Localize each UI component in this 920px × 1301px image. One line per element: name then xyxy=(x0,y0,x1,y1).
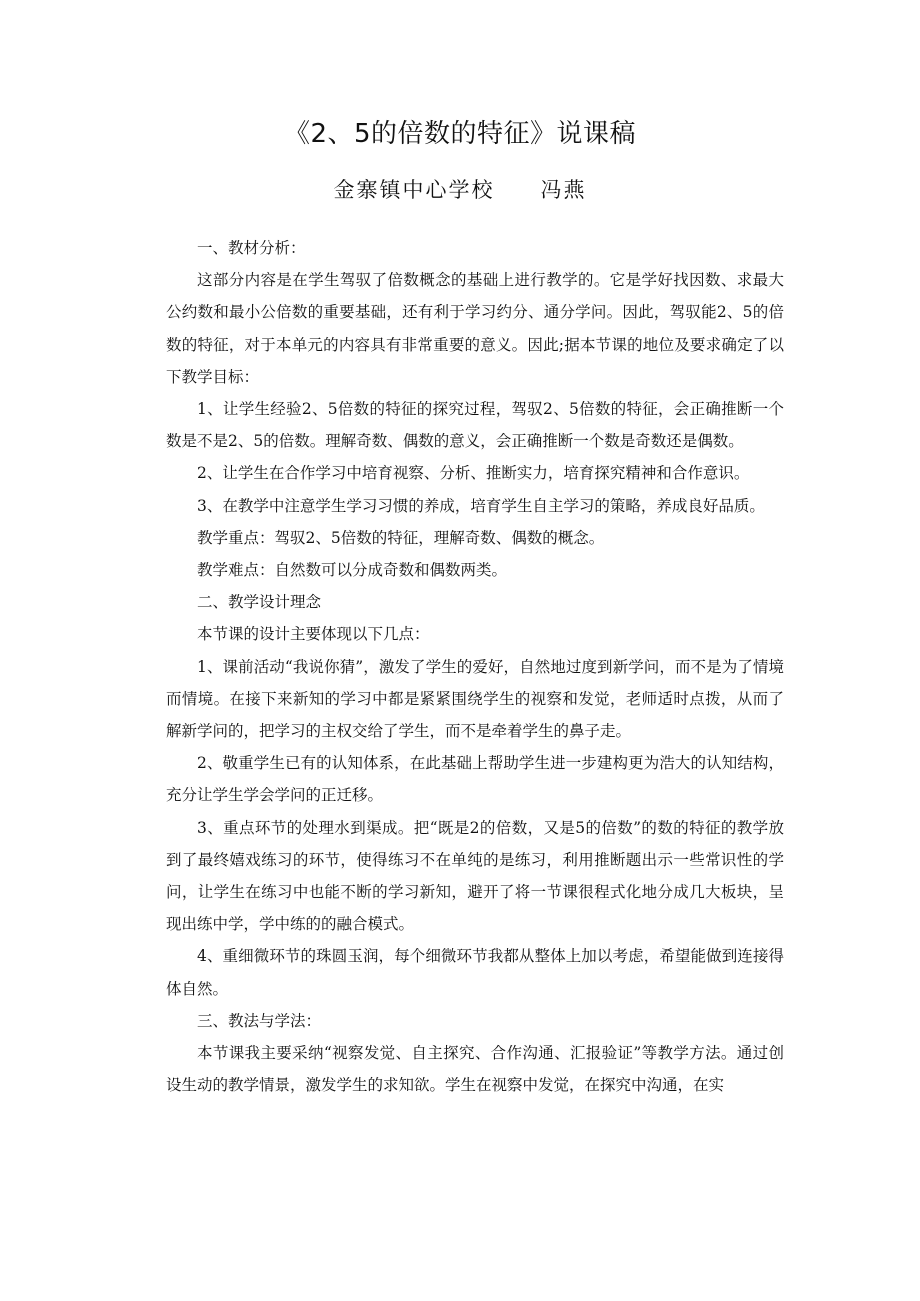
paragraph: 本节课我主要采纳“视察发觉、自主探究、合作沟通、汇报验证”等教学方法。通过创设生动的教学情景，激发学生的求知欲。学生在视察中发觉，在探究中沟通，在实 xyxy=(166,1044,784,1095)
page-title: 《2、5的倍数的特征》说课稿 xyxy=(283,119,637,149)
section-heading-design: 二、教学设计理念 xyxy=(197,593,322,612)
paragraph: 本节课的设计主要体现以下几点： xyxy=(197,625,430,644)
document-body xyxy=(166,232,784,1101)
design-point: 3、重点环节的处理水到渠成。把“既是2的倍数，又是5的倍数”的数的特征的教学放到了最终嬉戏练习的环节，使得练习不在单纯的是练习，利用推断题出示一些常识性的学问，让学生在练习中也能不断的学习新知，避开了将一节课很程式化地分成几大板块，呈现出练中学，学中练的的融合模式。 xyxy=(166,818,784,934)
objective-item: 2、让学生在合作学习中培育视察、分析、推断实力，培育探究精神和合作意识。 xyxy=(197,464,750,483)
school-name: 金寨镇中心学校 xyxy=(333,178,495,202)
design-point: 2、敬重学生已有的认知体系，在此基础上帮助学生进一步建构更为浩大的认知结构，充分让学生学会学问的正迁移。 xyxy=(166,754,784,805)
objective-item: 3、在教学中注意学生学习习惯的养成，培育学生自主学习的策略，养成良好品质。 xyxy=(197,496,765,515)
author-name: 冯燕 xyxy=(540,178,587,202)
paragraph: 这部分内容是在学生驾驭了倍数概念的基础上进行教学的。它是学好找因数、求最大公约数和最小公倍数的重要基础，还有利于学习约分、通分学问。因此，驾驭能2、5的倍数的特征，对于本单元的内容具有非常重要的意义。因此;据本节课的地位及要求确定了以下教学目标： xyxy=(166,271,784,386)
byline xyxy=(0,174,920,206)
design-point: 1、课前活动“我说你猜”，激发了学生的爱好，自然地过度到新学问，而不是为了情境而情境。在接下来新知的学习中都是紧紧围绕学生的视察和发觉，老师适时点拨，从而了解新学问的，把学习的主权交给了学生，而不是牵着学生的鼻子走。 xyxy=(166,657,784,741)
design-point: 4、重细微环节的珠圆玉润，每个细微环节我都从整体上加以考虑，希望能做到连接得体自然。 xyxy=(166,947,784,998)
teaching-difficulty: 教学难点：自然数可以分成奇数和偶数两类。 xyxy=(197,561,508,580)
section-heading-methods: 三、教法与学法： xyxy=(197,1011,322,1030)
teaching-focus: 教学重点：驾驭2、5倍数的特征，理解奇数、偶数的概念。 xyxy=(197,528,605,547)
objective-item: 1、让学生经验2、5倍数的特征的探究过程，驾驭2、5倍数的特征，会正确推断一个数是不是2、5的倍数。理解奇数、偶数的意义，会正确推断一个数是奇数还是偶数。 xyxy=(166,400,784,451)
section-heading-materials: 一、教材分析： xyxy=(197,239,306,257)
